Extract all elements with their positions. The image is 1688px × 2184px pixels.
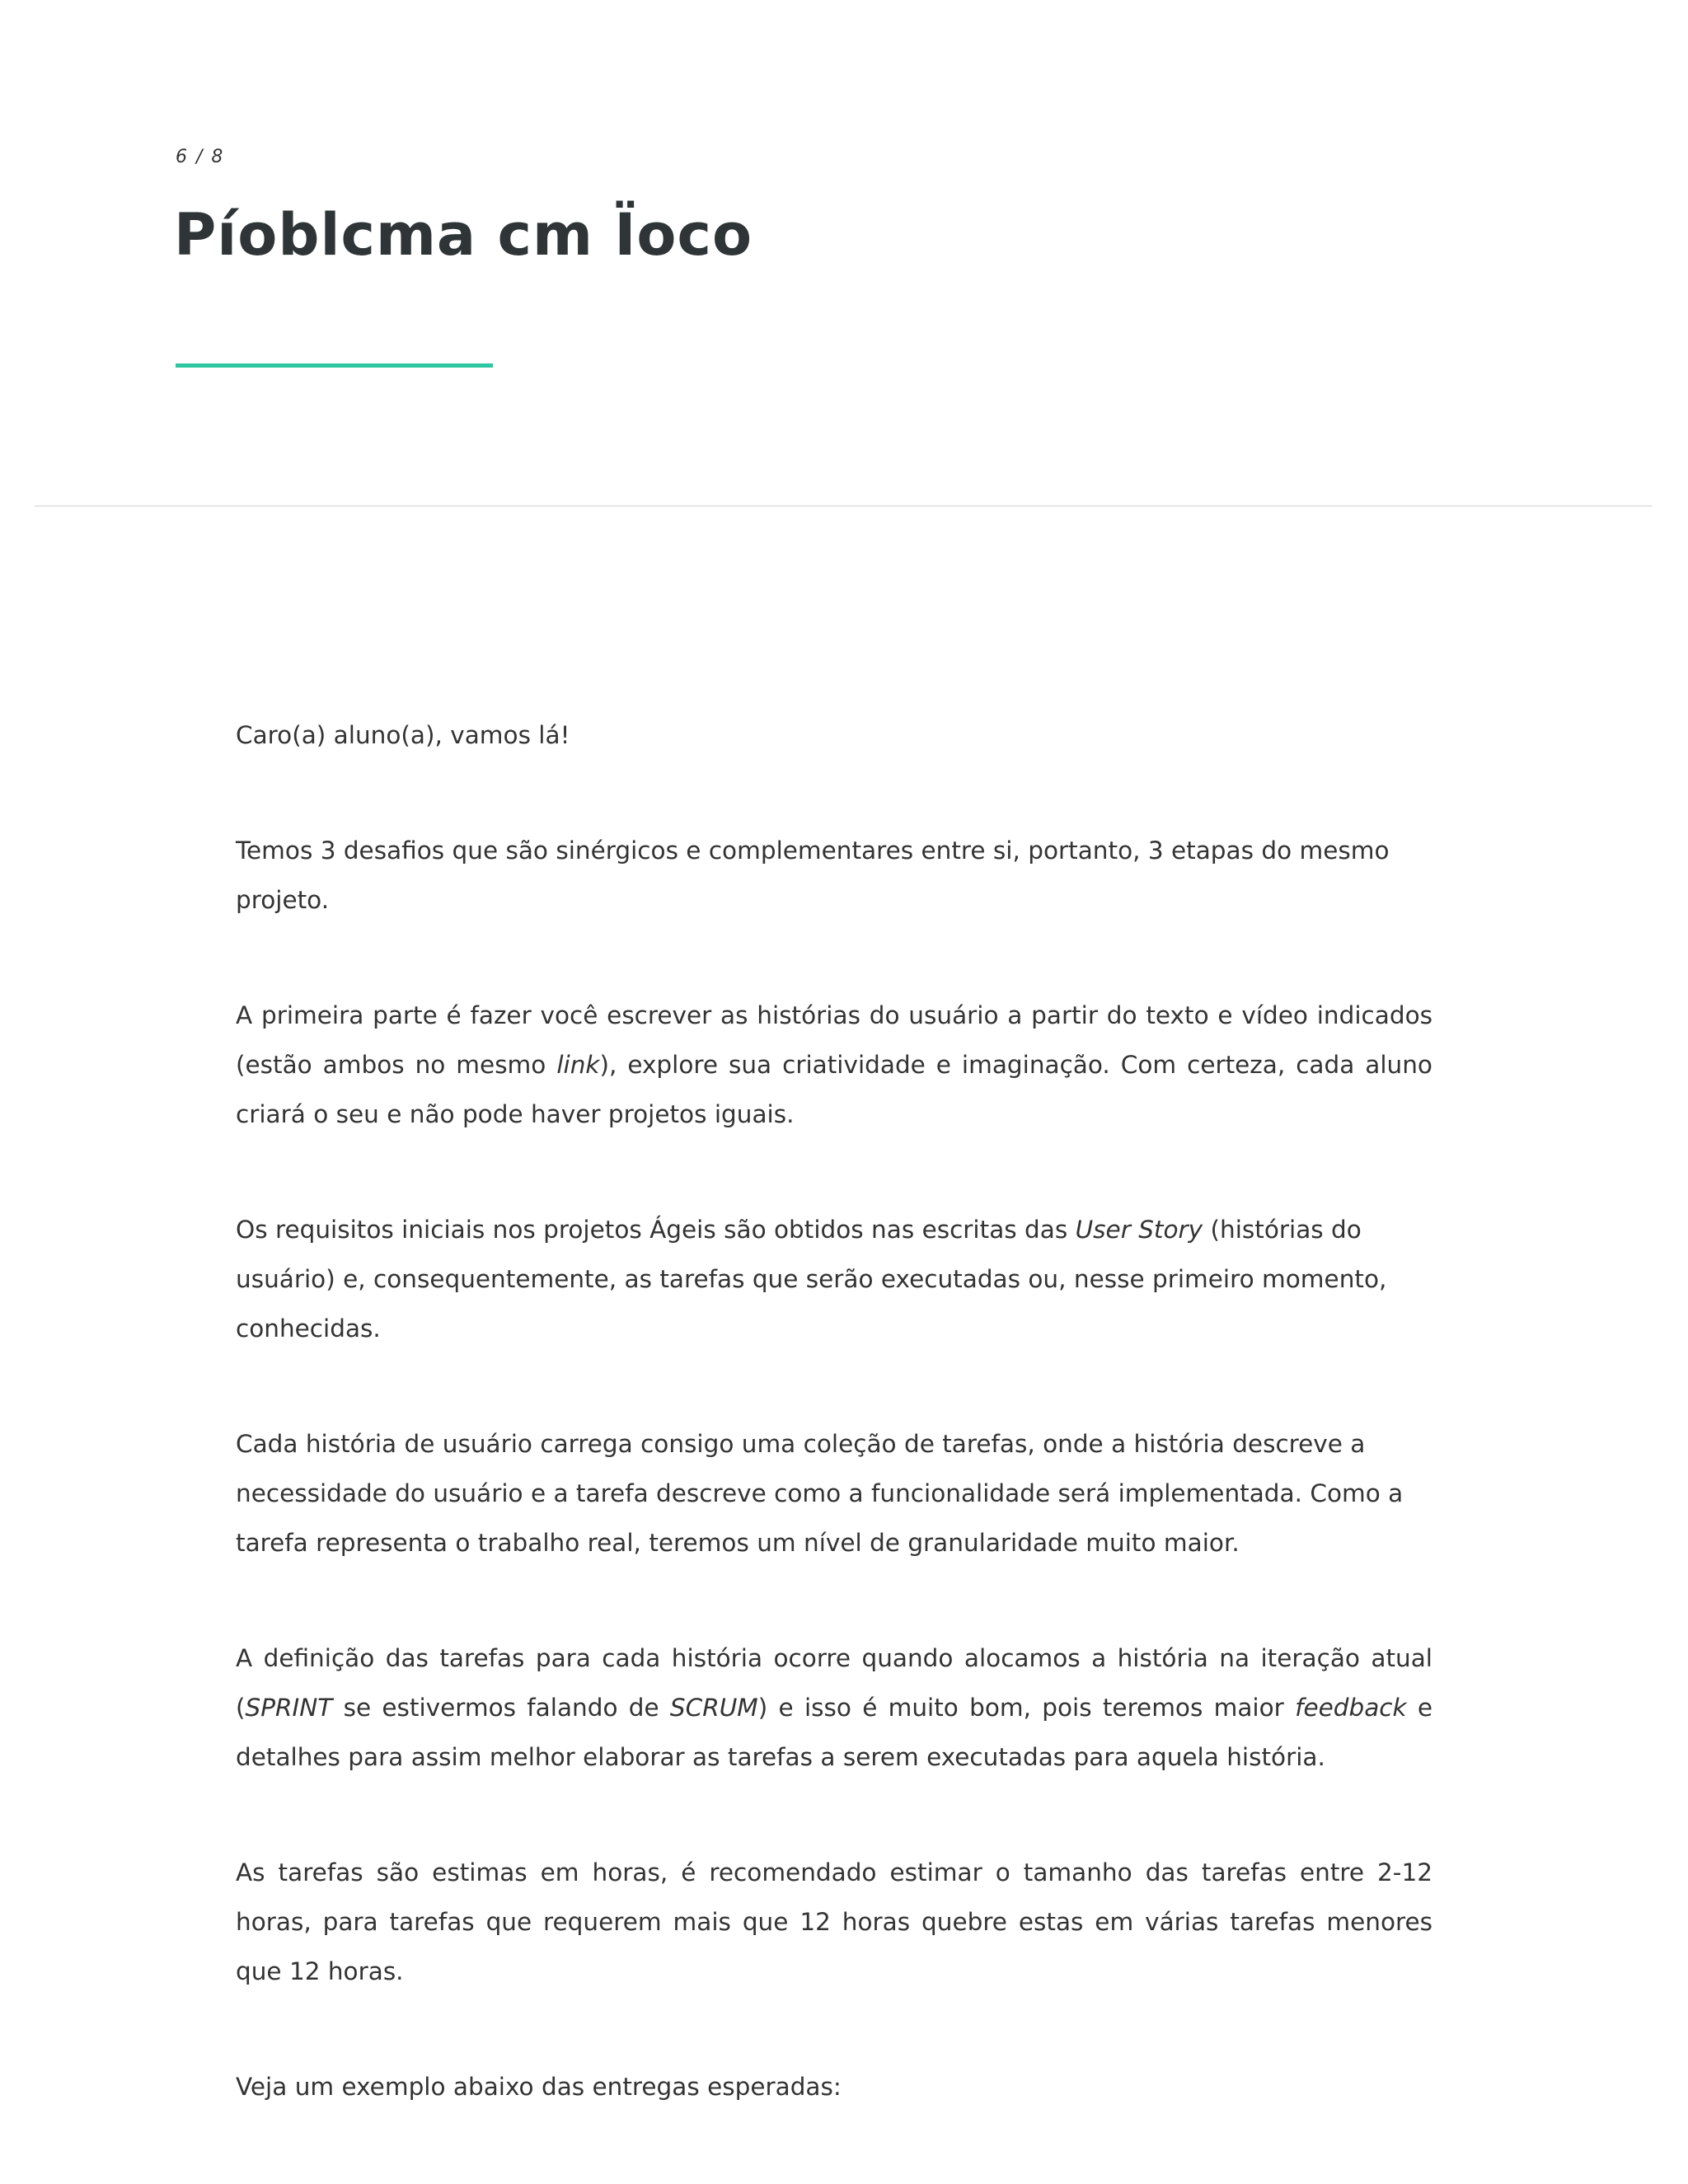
- paragraph-example-intro: Veja um exemplo abaixo das entregas esperadas:: [236, 2073, 842, 2101]
- feedback-term: feedback: [1295, 1694, 1407, 1722]
- paragraph-first-part-text-a: A primeira parte é fazer você escrever as histórias do usuário a partir do texto e vídeo indicados (estão ambos no mesmo: [236, 1001, 1432, 1079]
- header-divider: [35, 505, 1653, 507]
- title-accent-line: [176, 363, 493, 368]
- paragraph-task-definition-text-a: A definição das tarefas para cada história ocorre quando alocamos a história na iteração atual (: [236, 1644, 1432, 1722]
- user-story-term: User Story: [1075, 1216, 1203, 1244]
- paragraph-task-definition-text-d: e detalhes para assim melhor elaborar as tarefas a serem executadas para aquela história.: [236, 1694, 1432, 1771]
- paragraph-user-stories: Cada história de usuário carrega consigo uma coleção de tarefas, onde a história descreve a necessidade do usuário e a tarefa descreve como a funcionalidade será implementada. Como a tarefa representa o trabalho real, teremos um nível de granularidade muito maior.: [236, 1430, 1404, 1557]
- sprint-term: SPRINT: [245, 1694, 333, 1722]
- scrum-term: SCRUM: [669, 1694, 758, 1722]
- paragraph-task-definition-text-c: ) e isso é muito bom, pois teremos maior: [757, 1694, 1296, 1722]
- link-term: link: [556, 1051, 600, 1079]
- paragraph-challenges: Temos 3 desafios que são sinérgicos e complementares entre si, portanto, 3 etapas do mesmo projeto.: [236, 837, 1390, 914]
- paragraph-requirements: [236, 1205, 1432, 1353]
- page-title: Píoblcma cm Ïoco: [174, 201, 753, 269]
- page-counter: 6 / 8: [176, 147, 225, 167]
- paragraph-task-definition-text-b: se estivermos falando de: [332, 1694, 670, 1722]
- paragraph-requirements-text-b: (histórias do usuário) e, consequentemente, as tarefas que serão executadas ou, nesse primeiro momento, conhecidas.: [236, 1216, 1387, 1343]
- paragraph-greeting: Caro(a) aluno(a), vamos lá!: [236, 721, 570, 749]
- paragraph-estimates: As tarefas são estimas em horas, é recomendado estimar o tamanho das tarefas entre 2-12 horas, para tarefas que requerem mais que 12 horas quebre estas em várias tarefas menores que 12 horas.: [236, 1858, 1432, 1985]
- paragraph-first-part-text-b: ), explore sua criatividade e imaginação. Com certeza, cada aluno criará o seu e não pode haver projetos iguais.: [236, 1051, 1432, 1128]
- paragraph-first-part: [236, 991, 1432, 1139]
- paragraph-requirements-text-a: Os requisitos iniciais nos projetos Ágeis são obtidos nas escritas das: [236, 1216, 1076, 1244]
- content-body: [236, 710, 1432, 2177]
- paragraph-task-definition: [236, 1633, 1432, 1782]
